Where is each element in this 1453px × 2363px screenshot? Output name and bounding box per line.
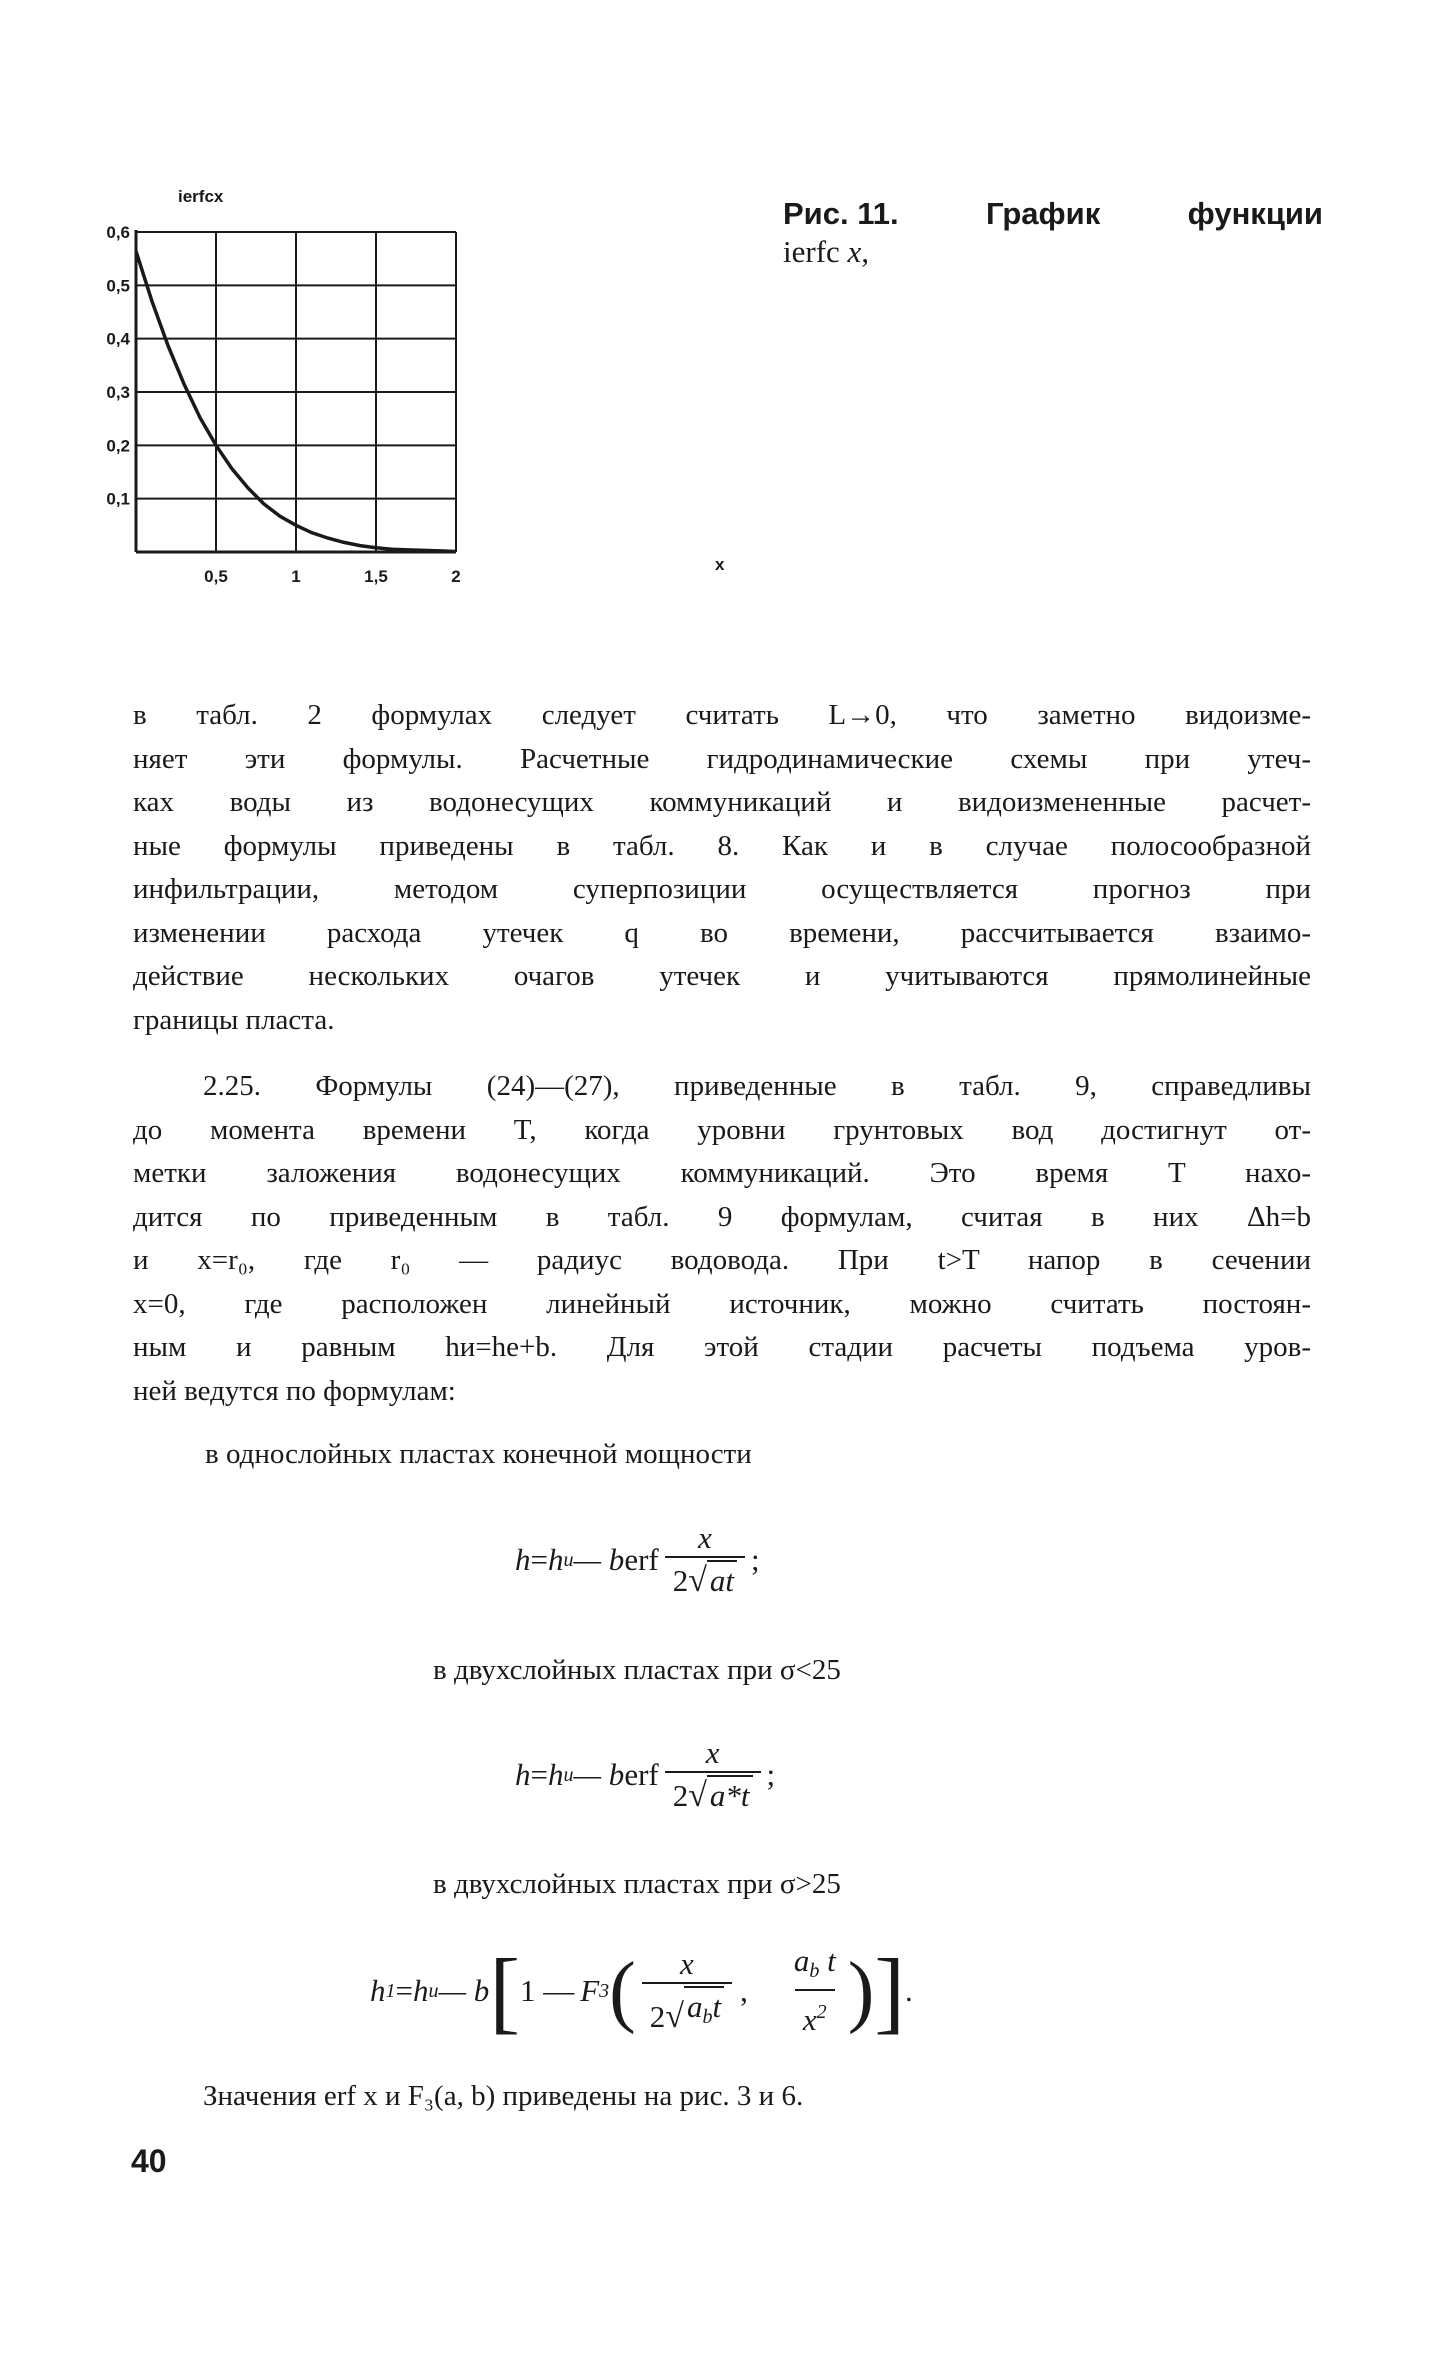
subscript: 1 (385, 1979, 396, 2002)
y-tick-label: 0,5 (106, 276, 130, 296)
one-minus: 1 — (519, 1973, 575, 2008)
footer-sentence: Значения erf x и F₃(a, b) приведены на рис. 3 и 6. (203, 2080, 804, 2112)
right-bracket: ] (874, 1940, 905, 2042)
y-tick-label: 0,6 (106, 223, 130, 242)
text-line: ные формулы приведены в табл. 8. Как и в случае полосообразной (133, 829, 1311, 862)
formula-2-minus-b: — b (573, 1757, 625, 1792)
formula-1 (515, 1520, 760, 1600)
fraction (788, 1943, 842, 2039)
text-line: 2.25. Формулы (24)—(27), приведенные в табл. 9, справедливы (203, 1070, 1311, 1102)
denominator (665, 1771, 761, 1815)
denominator (642, 1982, 732, 2036)
formula-3-hn: h (412, 1973, 429, 2008)
erf-function: erf (624, 1542, 659, 1577)
x-tick-labels (204, 567, 461, 586)
subscript: b (809, 1960, 820, 1982)
formula-end: ; (766, 1757, 776, 1792)
denominator (795, 1989, 835, 2039)
caption-word-function: функции (1187, 196, 1323, 231)
y-tick-label: 0,2 (106, 436, 130, 456)
text-line: метки заложения водонесущих коммуникаций. Это время T нахо- (133, 1157, 1311, 1189)
formula-label-2: в двухслойных пластах при σ<25 (433, 1654, 841, 1686)
sqrt: √ $a_bt$ (665, 1986, 724, 2036)
subscript: 3 (599, 1979, 610, 2002)
y-tick-label: 0,3 (106, 383, 130, 402)
text-line: няет эти формулы. Расчетные гидродинамические схемы при утеч- (133, 742, 1311, 775)
paragraph-2-25 (133, 1065, 1311, 1413)
x-tick-label: 1 (291, 567, 301, 586)
subscript: и (428, 1979, 439, 2002)
y-tick-labels (106, 223, 130, 509)
den-x: x (802, 2002, 817, 2037)
figure-caption (783, 195, 1323, 271)
formula-label-1: в однослойных пластах конечной мощности (205, 1438, 752, 1470)
formula-2-lhs: h (515, 1757, 531, 1792)
paragraph-continuation (133, 694, 1311, 1042)
function-F: F (580, 1973, 600, 2008)
subscript: и (563, 1548, 574, 1571)
caption-func-name: ierfc (783, 234, 848, 269)
y-axis-label: ierfcx (178, 187, 224, 206)
formula-label-3: в двухслойных пластах при σ>25 (433, 1868, 841, 1900)
x-tick-label: 1,5 (364, 567, 388, 586)
fraction (665, 1735, 761, 1815)
formula-3-lhs: h (370, 1973, 386, 2008)
x-tick-label: 2 (451, 567, 461, 586)
formula-1-minus-b: — b (573, 1542, 625, 1577)
text-line: до момента времени T, когда уровни грунтовых вод достигнут от- (133, 1113, 1311, 1146)
text-line: изменении расхода утечек q во времени, рассчитывается взаимо- (133, 916, 1311, 949)
coefficient: 2 (672, 1778, 689, 1813)
formula-2-hn: h (547, 1757, 564, 1792)
formula-end: ; (751, 1542, 760, 1577)
text-line: ней ведутся по формулам: (133, 1374, 456, 1407)
text-line: ках воды из водонесущих коммуникаций и видоизмененные расчет- (133, 786, 1311, 818)
chart-grid (136, 232, 456, 552)
page-number: 40 (131, 2143, 167, 2179)
text-line: действие нескольких очагов утечек и учитываются прямолинейные (133, 960, 1311, 992)
numerator: x (680, 1946, 694, 1981)
equals-sign: = (530, 1542, 548, 1577)
text-line: x=0, где расположен линейный источник, можно считать постоян- (133, 1287, 1311, 1320)
formula-end: . (904, 1973, 913, 2008)
figure-label: Рис. 11. (783, 196, 899, 231)
text-line: и x=r₀, где r₀ — радиус водовода. При t>T напор в сечении (133, 1244, 1311, 1276)
subscript: b (702, 2006, 713, 2028)
x-tick-label: 0,5 (204, 567, 228, 586)
sqrt: √ a*t (688, 1775, 752, 1815)
radicand-a: a (686, 1989, 703, 2024)
fraction (665, 1520, 745, 1600)
y-tick-label: 0,4 (106, 329, 130, 349)
equals-sign: = (395, 1973, 413, 2008)
sqrt: √ at (688, 1560, 737, 1600)
numerator: x (697, 1520, 712, 1555)
formula-3-minus-b: — b (438, 1973, 490, 2008)
fraction (642, 1946, 732, 2036)
num-t: t (819, 1943, 836, 1978)
comma: , (740, 1973, 748, 2008)
text-line: дится по приведенным в табл. 9 формулам, считая в них Δh=b (133, 1200, 1311, 1233)
equals-sign: = (530, 1757, 548, 1792)
num-a: a (793, 1943, 810, 1978)
right-paren: ) (847, 1947, 875, 2035)
radicand-t: t (712, 1989, 722, 2024)
erf-function: erf (624, 1757, 659, 1792)
formula-1-lhs: h (515, 1542, 531, 1577)
left-paren: ( (609, 1947, 636, 2035)
radicand: a*t (707, 1775, 753, 1815)
ierfc-chart (106, 160, 750, 610)
text-line: ным и равным hи=hе+b. Для этой стадии расчеты подъема уров- (133, 1331, 1311, 1363)
denominator (665, 1556, 745, 1600)
y-tick-label: 0,1 (106, 489, 130, 509)
coefficient: 2 (649, 1999, 666, 2034)
formula-1-hn: h (547, 1542, 564, 1577)
formula-2 (515, 1735, 775, 1815)
text-line: инфильтрации, методом суперпозиции осуществляется прогноз при (133, 873, 1311, 905)
subscript: и (563, 1763, 574, 1786)
text-line: границы пласта. (133, 1003, 335, 1036)
caption-func-var: x, (847, 234, 870, 269)
text-line: в табл. 2 формулах следует считать L→0, что заметно видоизме- (133, 699, 1311, 731)
coefficient: 2 (672, 1563, 689, 1598)
caption-word-graph: График (985, 196, 1101, 231)
radicand: at (707, 1560, 737, 1600)
x-axis-label: x (715, 555, 725, 574)
left-bracket: [ (489, 1940, 520, 2042)
superscript: 2 (816, 2001, 827, 2023)
numerator: x (705, 1735, 720, 1770)
formula-3 (370, 1940, 913, 2042)
numerator (788, 1943, 842, 1989)
radicand (684, 1986, 724, 2036)
